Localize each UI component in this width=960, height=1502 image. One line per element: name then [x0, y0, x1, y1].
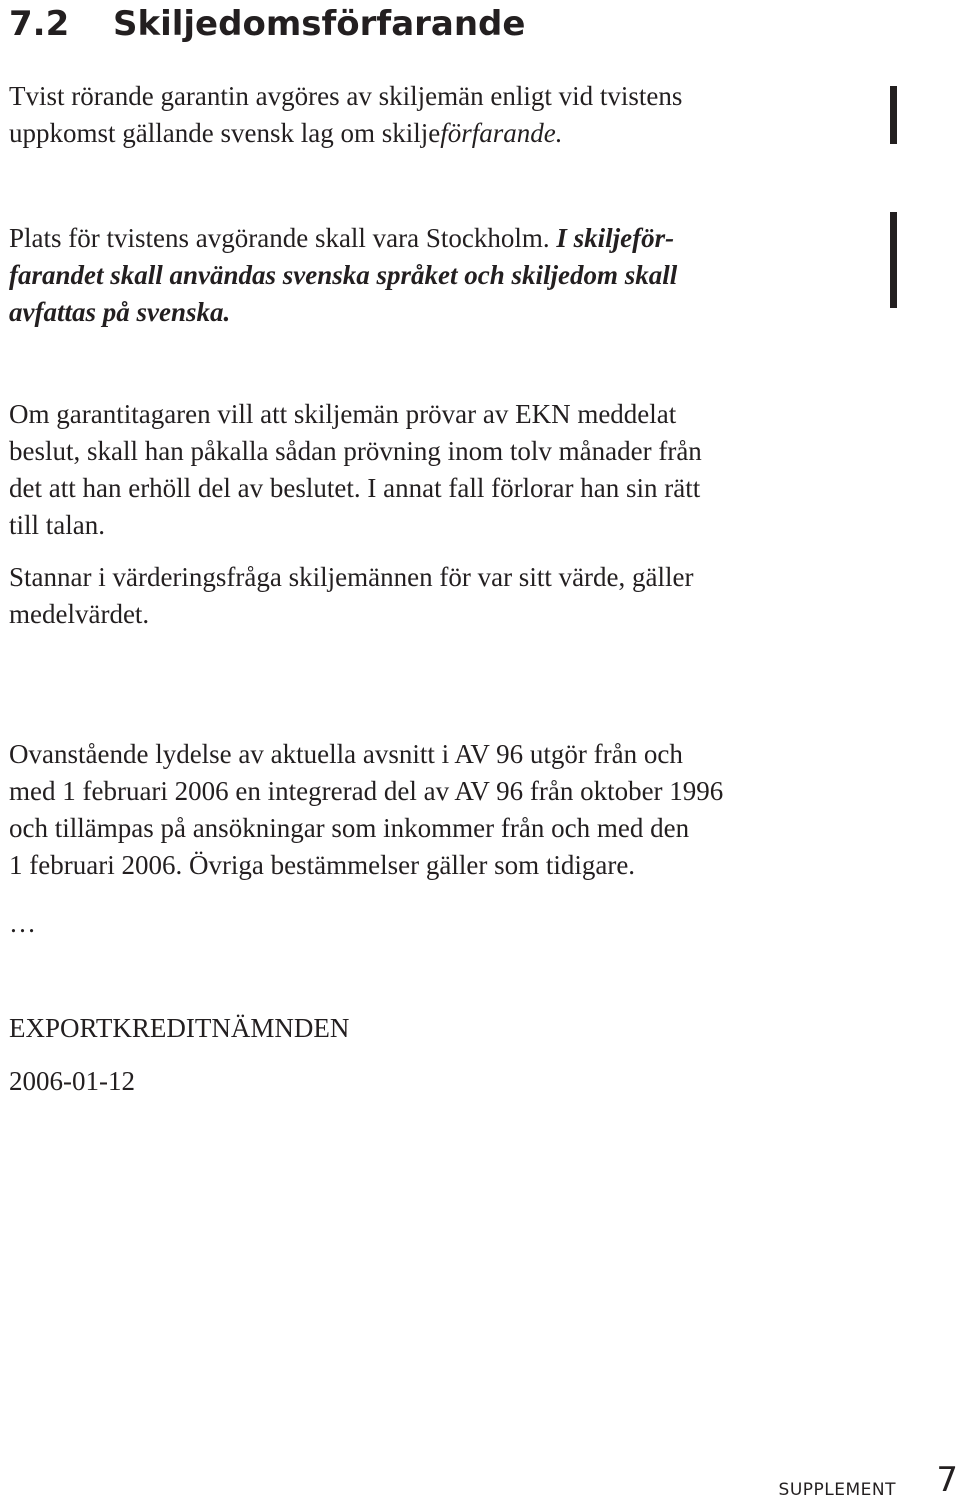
text-line: avfattas på svenska.	[9, 297, 231, 327]
text-line: det att han erhöll del av beslutet. I annat fall förlorar han sin rätt	[9, 473, 701, 503]
text-run-italic: förfarande.	[440, 118, 563, 148]
paragraph-review-request	[9, 396, 879, 544]
text-line: Tvist rörande garantin avgöres av skiljemän enligt vid tvistens	[9, 81, 683, 111]
text-line: till talan.	[9, 510, 105, 540]
ellipsis	[9, 905, 879, 942]
section-heading	[9, 2, 525, 46]
text-run: uppkomst gällande svensk lag om skilje	[9, 118, 441, 148]
text-line: 1 februari 2006. Övriga bestämmelser gäller som tidigare.	[9, 850, 636, 880]
text-run: Plats för tvistens avgörande skall vara Stockholm.	[9, 223, 557, 253]
footer-label: SUPPLEMENT	[778, 1480, 896, 1500]
document-date	[9, 1063, 879, 1100]
text-line: Om garantitagaren vill att skiljemän prövar av EKN meddelat	[9, 399, 677, 429]
signature-block	[9, 1010, 879, 1047]
page-number: 7	[936, 1460, 958, 1500]
paragraph-effective-date	[9, 736, 879, 884]
change-bar	[890, 86, 897, 144]
text-line: medelvärdet.	[9, 599, 150, 629]
signature-text: EXPORTKREDITNÄMNDEN	[9, 1013, 350, 1043]
paragraph-valuation	[9, 559, 879, 633]
date-text: 2006-01-12	[9, 1066, 135, 1096]
paragraph-dispute-resolution	[9, 78, 879, 152]
text-line: och tillämpas på ansökningar som inkommer från och med den	[9, 813, 690, 843]
change-bar	[890, 212, 897, 308]
text-line: Ovanstående lydelse av aktuella avsnitt i AV 96 utgör från och	[9, 739, 683, 769]
text-line: farandet skall användas svenska språket och skiljedom skall	[9, 260, 678, 290]
ellipsis-text: …	[9, 908, 36, 938]
paragraph-venue-language	[9, 220, 879, 331]
section-number: 7.2	[9, 4, 70, 44]
text-line: med 1 februari 2006 en integrerad del av AV 96 från oktober 1996	[9, 776, 724, 806]
text-line	[9, 220, 879, 257]
text-line: Stannar i värderingsfråga skiljemännen för var sitt värde, gäller	[9, 562, 694, 592]
section-title: Skiljedomsförfarande	[113, 4, 526, 44]
text-run-bold-italic: I skiljeför-	[556, 223, 675, 253]
text-line: beslut, skall han påkalla sådan prövning inom tolv månader från	[9, 436, 702, 466]
text-line	[9, 115, 879, 152]
